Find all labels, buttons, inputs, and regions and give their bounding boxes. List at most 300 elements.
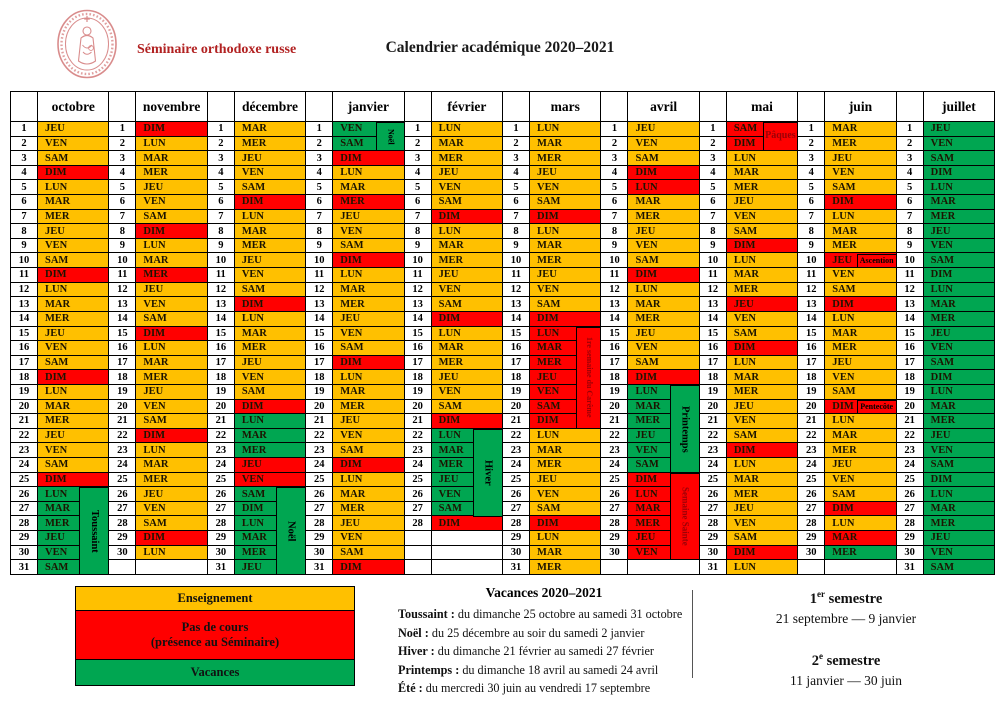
day-cell: JEU — [235, 560, 306, 575]
day-number-cell: 25 — [798, 473, 825, 488]
day-cell: LUN — [727, 458, 798, 473]
day-cell: VEN — [727, 414, 798, 429]
day-number-cell: 23 — [11, 443, 38, 458]
day-number-cell: 4 — [306, 166, 333, 181]
day-number-cell: 7 — [11, 210, 38, 225]
day-cell: MAR — [38, 400, 109, 415]
day-cell: DIM — [924, 370, 995, 385]
day-cell: JEU — [628, 531, 699, 546]
day-number-cell: 14 — [601, 312, 628, 327]
month-header — [601, 92, 699, 122]
day-cell: MAR — [235, 122, 306, 137]
day-cell: SAM — [825, 385, 896, 400]
day-number-column — [405, 122, 432, 575]
day-cell: LUN — [235, 414, 306, 429]
day-cell: DIM — [432, 312, 503, 327]
day-cell: LUN — [136, 443, 207, 458]
month-header-blank — [306, 92, 333, 122]
day-number-cell: 18 — [798, 370, 825, 385]
day-number-cell: 17 — [897, 356, 924, 371]
day-cell: MER — [136, 268, 207, 283]
day-cell: VEN — [825, 473, 896, 488]
day-number-cell: 15 — [208, 327, 235, 342]
day-cell: DIM — [136, 429, 207, 444]
day-number-cell: 20 — [897, 400, 924, 415]
day-number-cell: 6 — [11, 195, 38, 210]
month-name: mai — [727, 92, 798, 122]
day-number-cell: 17 — [208, 356, 235, 371]
day-cell: MER — [235, 341, 306, 356]
day-cell: MER — [136, 370, 207, 385]
day-cell: SAM — [727, 531, 798, 546]
day-cell: LUN — [38, 283, 109, 298]
day-cell: SAM — [333, 443, 404, 458]
day-number-column — [306, 122, 333, 575]
day-cell: SAM — [628, 356, 699, 371]
month-name: mars — [530, 92, 601, 122]
day-cell: VEN — [825, 370, 896, 385]
day-cell: VEN — [235, 268, 306, 283]
month-header — [306, 92, 404, 122]
month-header — [405, 92, 503, 122]
month-header — [798, 92, 896, 122]
day-cell: MER — [628, 516, 699, 531]
month-body — [897, 122, 995, 575]
day-number-cell: 21 — [700, 414, 727, 429]
day-number-cell: 3 — [798, 151, 825, 166]
day-cell: MER — [136, 473, 207, 488]
day-number-cell: 15 — [897, 327, 924, 342]
day-number-cell: 15 — [109, 327, 136, 342]
month-body — [306, 122, 404, 575]
day-number-cell: 18 — [503, 370, 530, 385]
day-number-cell: 14 — [503, 312, 530, 327]
day-cell: DIM — [333, 458, 404, 473]
day-cell: VEN — [924, 341, 995, 356]
day-cell: JEU — [530, 166, 601, 181]
day-number-cell: 12 — [798, 283, 825, 298]
day-cell: MAR — [924, 502, 995, 517]
day-number-cell: 18 — [11, 370, 38, 385]
day-number-cell: 22 — [601, 429, 628, 444]
semester-1 — [702, 589, 990, 627]
day-number-cell: 1 — [798, 122, 825, 137]
day-number-cell: 30 — [503, 546, 530, 561]
day-cell: VEN — [432, 487, 503, 502]
day-number-cell: 9 — [405, 239, 432, 254]
month-name: novembre — [136, 92, 207, 122]
day-number-cell: 16 — [11, 341, 38, 356]
day-number-cell: 17 — [11, 356, 38, 371]
day-cell: DIM — [727, 341, 798, 356]
day-number-cell: 23 — [208, 443, 235, 458]
day-number-cell: 21 — [503, 414, 530, 429]
day-number-cell: 21 — [798, 414, 825, 429]
day-cell: VEN — [235, 166, 306, 181]
vacation-item: Noël : du 25 décembre au soir du samedi 2 janvier — [398, 625, 645, 640]
day-cell: LUN — [727, 151, 798, 166]
vacation-label: Hiver — [473, 429, 503, 517]
day-number-cell: 9 — [11, 239, 38, 254]
day-number-cell: 30 — [208, 546, 235, 561]
day-number-cell: 28 — [601, 516, 628, 531]
day-cell: MER — [825, 341, 896, 356]
day-cell: VEN — [628, 443, 699, 458]
day-number-cell: 27 — [700, 502, 727, 517]
day-number-cell: 21 — [897, 414, 924, 429]
day-number-cell: 25 — [109, 473, 136, 488]
day-number-cell: 11 — [503, 268, 530, 283]
month-header — [109, 92, 207, 122]
day-cell: SAM — [727, 429, 798, 444]
day-number-cell: 12 — [11, 283, 38, 298]
day-number-cell: 4 — [405, 166, 432, 181]
day-number-cell: 17 — [798, 356, 825, 371]
day-cell: VEN — [924, 239, 995, 254]
day-number-cell: 14 — [11, 312, 38, 327]
day-number-cell: 24 — [503, 458, 530, 473]
day-number-cell: 19 — [700, 385, 727, 400]
day-cell: MER — [38, 210, 109, 225]
day-cell: DIM — [136, 122, 207, 137]
day-cell: LUN — [727, 560, 798, 575]
day-name-column — [38, 122, 109, 575]
day-cell: VEN — [333, 429, 404, 444]
day-number-cell: 25 — [601, 473, 628, 488]
legend-teaching — [75, 586, 355, 611]
vacation-item: Printemps : du dimanche 18 avril au samedi 24 avril — [398, 662, 659, 677]
day-cell: LUN — [825, 516, 896, 531]
day-number-cell: 29 — [897, 531, 924, 546]
day-number-cell: 21 — [601, 414, 628, 429]
day-number-cell: 13 — [503, 297, 530, 312]
month-body — [601, 122, 699, 575]
semester-1-title: 1er semestre — [809, 589, 883, 607]
day-cell: SAM — [530, 195, 601, 210]
day-cell: MER — [432, 356, 503, 371]
day-cell: JEU — [38, 531, 109, 546]
day-cell: MER — [530, 253, 601, 268]
day-cell: LUN — [924, 487, 995, 502]
day-cell: DIM — [530, 414, 601, 429]
day-cell: DIM — [924, 268, 995, 283]
day-cell: DIM — [432, 210, 503, 225]
day-cell — [825, 560, 896, 575]
day-cell: SAM — [333, 546, 404, 561]
day-number-cell: 18 — [897, 370, 924, 385]
day-cell: VEN — [136, 502, 207, 517]
day-number-cell: 2 — [405, 137, 432, 152]
day-number-cell: 11 — [208, 268, 235, 283]
day-cell: SAM — [38, 458, 109, 473]
day-number-cell: 22 — [798, 429, 825, 444]
day-number-cell: 18 — [405, 370, 432, 385]
day-number-cell: 8 — [897, 224, 924, 239]
day-cell: MAR — [924, 297, 995, 312]
day-cell: JEU — [825, 253, 896, 268]
day-cell: JEU — [136, 180, 207, 195]
day-cell: DIM — [530, 210, 601, 225]
day-cell: JEU — [38, 224, 109, 239]
day-cell: LUN — [235, 516, 306, 531]
day-number-cell: 20 — [11, 400, 38, 415]
day-cell: VEN — [136, 195, 207, 210]
day-cell: MAR — [136, 253, 207, 268]
day-number-cell: 22 — [306, 429, 333, 444]
day-number-cell: 4 — [11, 166, 38, 181]
day-cell: MAR — [727, 268, 798, 283]
day-number-cell: 30 — [700, 546, 727, 561]
day-cell: VEN — [924, 546, 995, 561]
day-cell: SAM — [136, 516, 207, 531]
day-cell: SAM — [38, 560, 109, 575]
day-cell: VEN — [38, 341, 109, 356]
day-cell: SAM — [235, 385, 306, 400]
day-cell: JEU — [628, 224, 699, 239]
vacation-item-label: Hiver : — [398, 644, 435, 659]
day-number-cell: 11 — [601, 268, 628, 283]
day-number-cell: 9 — [503, 239, 530, 254]
day-number-cell: 9 — [700, 239, 727, 254]
day-number-cell: 26 — [109, 487, 136, 502]
day-cell: LUN — [530, 224, 601, 239]
day-number-cell: 1 — [208, 122, 235, 137]
month-name: janvier — [333, 92, 404, 122]
day-cell: MER — [235, 239, 306, 254]
day-number-cell: 28 — [208, 516, 235, 531]
day-cell: DIM — [38, 370, 109, 385]
day-cell: JEU — [727, 502, 798, 517]
day-cell: MAR — [38, 195, 109, 210]
day-cell: JEU — [432, 370, 503, 385]
day-number-cell: 9 — [601, 239, 628, 254]
legend-no-class-line1: Pas de cours — [181, 620, 249, 634]
day-cell: LUN — [136, 546, 207, 561]
day-cell: VEN — [727, 210, 798, 225]
day-number-cell: 24 — [208, 458, 235, 473]
vacation-label: Pentecôte — [857, 400, 897, 415]
day-number-cell: 4 — [601, 166, 628, 181]
month-header-blank — [405, 92, 432, 122]
day-number-cell: 10 — [503, 253, 530, 268]
month-column-juin — [798, 92, 896, 575]
day-number-cell: 19 — [503, 385, 530, 400]
day-cell: MAR — [235, 327, 306, 342]
day-cell: MER — [924, 414, 995, 429]
day-number-cell: 4 — [208, 166, 235, 181]
day-number-cell: 31 — [11, 560, 38, 575]
legend — [75, 586, 355, 686]
month-column-novembre — [109, 92, 207, 575]
day-number-cell: 6 — [405, 195, 432, 210]
day-cell: JEU — [235, 458, 306, 473]
day-cell: SAM — [136, 312, 207, 327]
day-cell: SAM — [825, 283, 896, 298]
day-cell: JEU — [235, 356, 306, 371]
day-cell — [432, 531, 503, 546]
day-cell: SAM — [136, 210, 207, 225]
day-cell: MAR — [825, 122, 896, 137]
day-cell: DIM — [727, 546, 798, 561]
day-cell: MAR — [136, 151, 207, 166]
day-cell: JEU — [924, 531, 995, 546]
day-number-cell: 24 — [897, 458, 924, 473]
month-header-blank — [798, 92, 825, 122]
month-name: décembre — [235, 92, 306, 122]
day-cell: JEU — [235, 151, 306, 166]
day-number-cell: 10 — [601, 253, 628, 268]
day-number-cell: 5 — [798, 180, 825, 195]
day-number-cell: 17 — [700, 356, 727, 371]
day-cell: DIM — [825, 502, 896, 517]
vacation-label: Printemps — [670, 385, 700, 473]
day-number-cell: 28 — [897, 516, 924, 531]
day-cell: LUN — [727, 253, 798, 268]
month-column-décembre — [208, 92, 306, 575]
day-number-cell: 16 — [897, 341, 924, 356]
day-number-cell: 26 — [306, 487, 333, 502]
vacation-item: Toussaint : du dimanche 25 octobre au samedi 31 octobre — [398, 607, 683, 621]
day-cell: DIM — [333, 151, 404, 166]
day-cell: SAM — [333, 239, 404, 254]
day-cell: LUN — [825, 312, 896, 327]
day-cell: MAR — [530, 137, 601, 152]
day-cell: SAM — [38, 253, 109, 268]
day-cell: MER — [530, 151, 601, 166]
day-number-cell: 8 — [601, 224, 628, 239]
day-number-cell: 1 — [11, 122, 38, 137]
day-cell: MER — [628, 312, 699, 327]
day-cell: JEU — [628, 122, 699, 137]
day-cell: MER — [727, 180, 798, 195]
day-cell: VEN — [530, 385, 601, 400]
day-number-cell: 26 — [897, 487, 924, 502]
vacation-item-label: Toussaint : — [398, 607, 455, 621]
day-cell: MER — [333, 297, 404, 312]
day-number-cell: 13 — [601, 297, 628, 312]
day-cell: LUN — [432, 327, 503, 342]
day-cell: MER — [235, 546, 306, 561]
day-number-cell: 6 — [109, 195, 136, 210]
day-number-cell: 24 — [798, 458, 825, 473]
day-cell: MAR — [235, 531, 306, 546]
day-number-cell: 12 — [109, 283, 136, 298]
day-number-cell: 6 — [897, 195, 924, 210]
day-number-cell: 7 — [208, 210, 235, 225]
day-cell: VEN — [333, 122, 404, 137]
day-name-column — [136, 122, 207, 575]
day-number-cell — [601, 560, 628, 575]
day-cell: JEU — [432, 268, 503, 283]
day-cell: JEU — [333, 414, 404, 429]
day-number-cell: 27 — [11, 502, 38, 517]
day-number-cell: 20 — [601, 400, 628, 415]
day-number-cell: 25 — [503, 473, 530, 488]
day-number-cell: 2 — [897, 137, 924, 152]
day-cell: MAR — [38, 297, 109, 312]
day-number-cell: 15 — [601, 327, 628, 342]
calendar-table — [10, 91, 995, 575]
legend-teaching-label: Enseignement — [177, 591, 253, 605]
day-number-cell: 7 — [405, 210, 432, 225]
day-number-cell: 24 — [306, 458, 333, 473]
day-number-cell: 3 — [405, 151, 432, 166]
day-number-cell: 4 — [700, 166, 727, 181]
day-number-cell: 5 — [405, 180, 432, 195]
day-cell: DIM — [235, 297, 306, 312]
day-number-column — [11, 122, 38, 575]
day-number-cell: 18 — [208, 370, 235, 385]
legend-vacation-label: Vacances — [190, 665, 240, 679]
day-cell — [432, 560, 503, 575]
day-number-cell: 14 — [700, 312, 727, 327]
day-cell: MAR — [924, 195, 995, 210]
day-number-cell: 2 — [306, 137, 333, 152]
day-cell: MAR — [136, 458, 207, 473]
day-cell: JEU — [38, 122, 109, 137]
day-cell: MER — [727, 487, 798, 502]
day-cell: SAM — [924, 560, 995, 575]
day-cell: SAM — [628, 253, 699, 268]
day-cell: VEN — [727, 516, 798, 531]
day-name-column — [628, 122, 699, 575]
day-cell: SAM — [530, 502, 601, 517]
day-cell: SAM — [530, 400, 601, 415]
day-cell: SAM — [432, 400, 503, 415]
day-number-cell: 13 — [798, 297, 825, 312]
day-cell: JEU — [333, 516, 404, 531]
day-number-cell: 29 — [700, 531, 727, 546]
day-number-cell: 30 — [798, 546, 825, 561]
day-cell: SAM — [432, 195, 503, 210]
day-number-cell: 21 — [109, 414, 136, 429]
day-name-column — [727, 122, 798, 575]
day-number-cell: 15 — [405, 327, 432, 342]
day-cell: LUN — [825, 210, 896, 225]
day-number-cell: 19 — [601, 385, 628, 400]
day-number-cell: 11 — [798, 268, 825, 283]
day-number-cell: 1 — [897, 122, 924, 137]
day-cell: LUN — [530, 327, 601, 342]
day-number-cell: 24 — [405, 458, 432, 473]
day-cell: SAM — [432, 297, 503, 312]
day-number-cell: 21 — [306, 414, 333, 429]
day-cell: DIM — [727, 443, 798, 458]
day-number-cell: 9 — [109, 239, 136, 254]
day-cell: MAR — [727, 473, 798, 488]
day-number-cell: 8 — [109, 224, 136, 239]
day-cell: JEU — [530, 268, 601, 283]
day-cell: MAR — [628, 400, 699, 415]
day-number-cell: 3 — [503, 151, 530, 166]
day-number-cell: 2 — [601, 137, 628, 152]
day-cell: MAR — [432, 137, 503, 152]
day-cell: LUN — [530, 429, 601, 444]
day-cell: JEU — [628, 429, 699, 444]
day-cell: LUN — [38, 487, 109, 502]
day-number-cell: 19 — [897, 385, 924, 400]
day-number-cell: 1 — [503, 122, 530, 137]
day-number-cell: 26 — [798, 487, 825, 502]
day-cell: DIM — [235, 400, 306, 415]
day-cell: MER — [333, 400, 404, 415]
day-cell: DIM — [825, 195, 896, 210]
day-number-cell: 4 — [109, 166, 136, 181]
month-header — [700, 92, 798, 122]
day-cell: LUN — [628, 180, 699, 195]
day-number-cell: 5 — [503, 180, 530, 195]
day-number-cell: 27 — [798, 502, 825, 517]
